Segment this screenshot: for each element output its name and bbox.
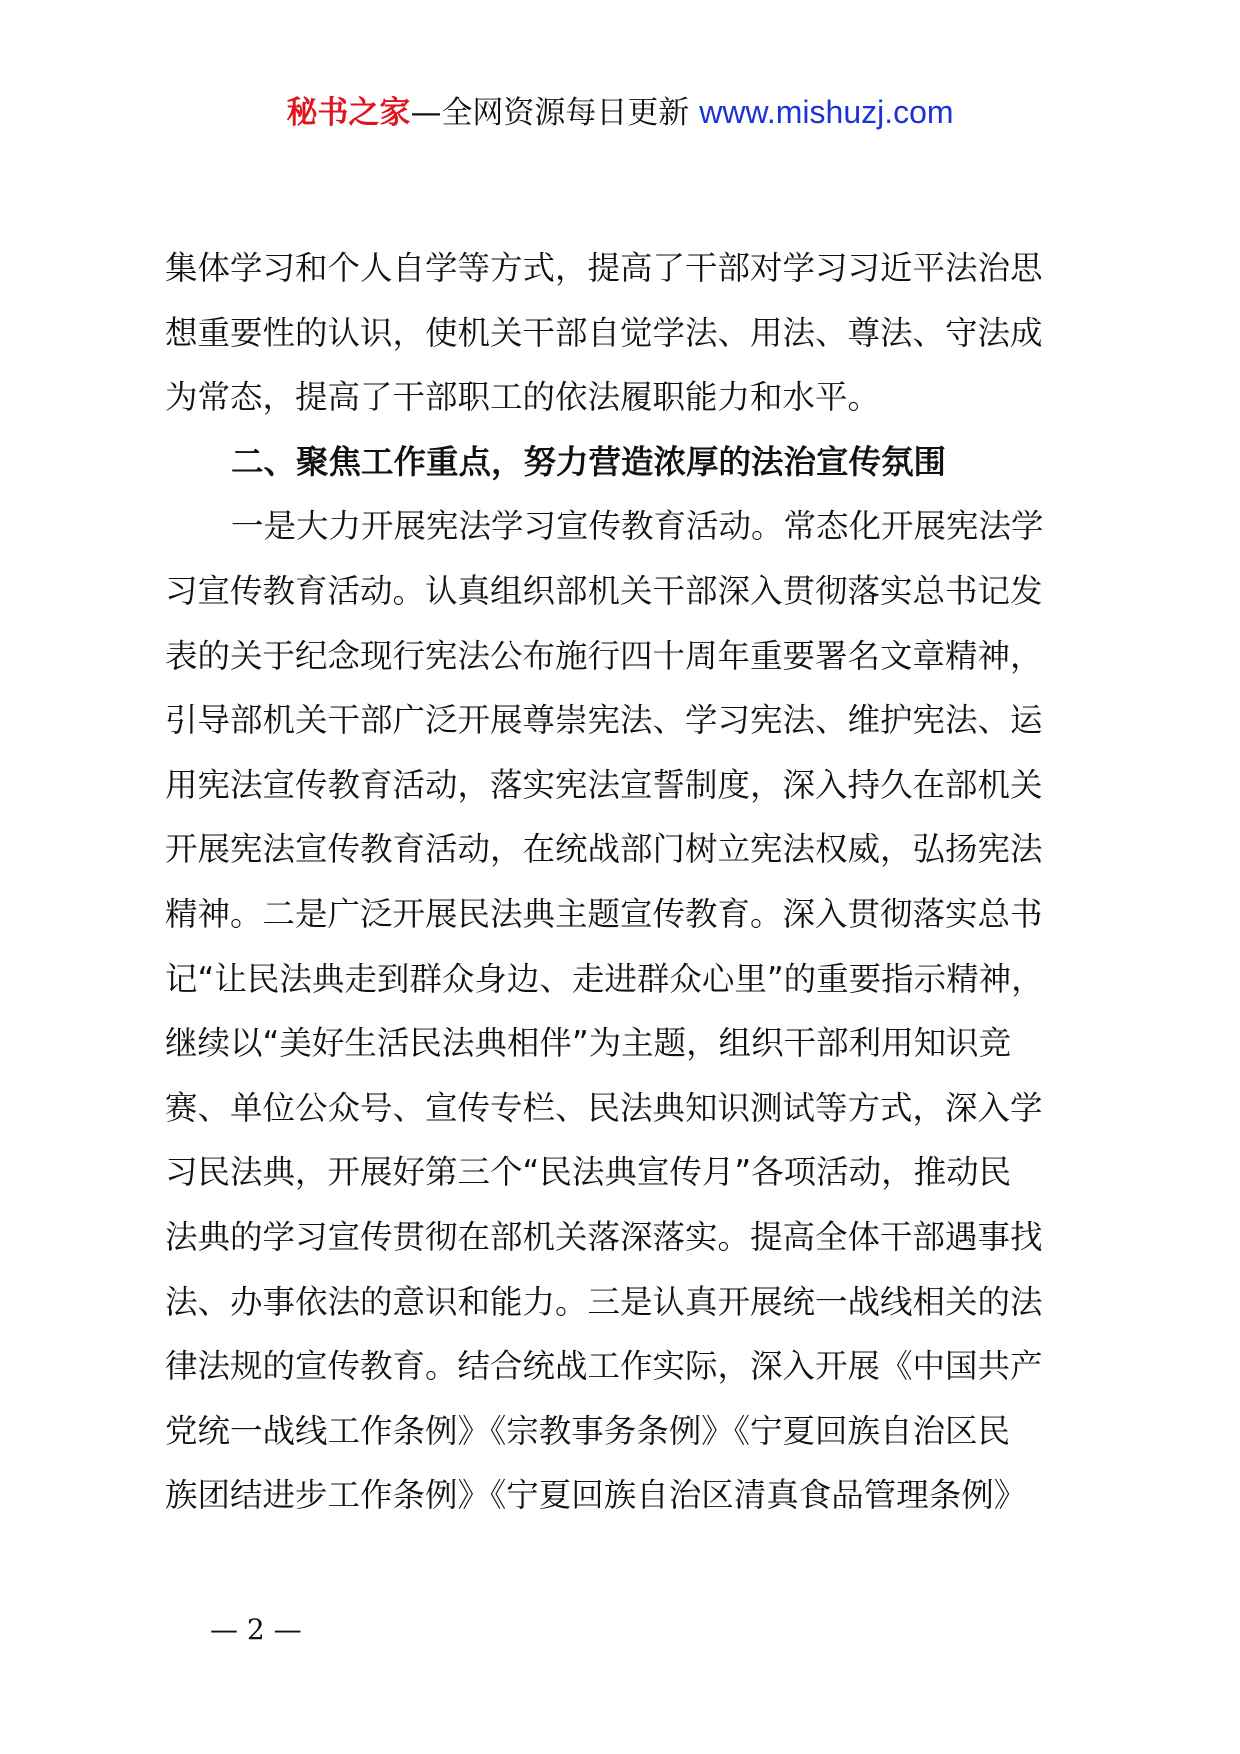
body-line: 表的关于纪念现行宪法公布施行四十周年重要署名文章精神，: [165, 636, 1043, 675]
body-line: 引导部机关干部广泛开展尊崇宪法、学习宪法、维护宪法、运: [165, 701, 1043, 740]
body-line: 法典的学习宣传贯彻在部机关落深落实。提高全体干部遇事找: [165, 1217, 1043, 1256]
body-line: 记“让民法典走到群众身边、走进群众心里”的重要指示精神，: [165, 959, 1044, 998]
body-line: 精神。二是广泛开展民法典主题宣传教育。深入贯彻落实总书: [165, 894, 1043, 933]
body-line: 想重要性的认识，使机关干部自觉学法、用法、尊法、守法成: [165, 313, 1043, 352]
section-heading: 二、聚焦工作重点，努力营造浓厚的法治宣传氛围: [231, 442, 947, 481]
body-line: 用宪法宣传教育活动，落实宪法宣誓制度，深入持久在部机关: [165, 765, 1043, 804]
body-line: 集体学习和个人自学等方式，提高了干部对学习习近平法治思: [165, 249, 1043, 287]
body-line: 党统一战线工作条例》《宗教事务条例》《宁夏回族自治区民: [165, 1411, 1011, 1450]
body-line: 法、办事依法的意识和能力。三是认真开展统一战线相关的法: [165, 1282, 1043, 1321]
body-line: 继续以“美好生活民法典相伴”为主题，组织干部利用知识竞: [165, 1024, 1012, 1063]
body-line: 为常态，提高了干部职工的依法履职能力和水平。: [165, 378, 881, 417]
body-line: 习宣传教育活动。认真组织部机关干部深入贯彻落实总书记发: [165, 571, 1043, 610]
body-line: 律法规的宣传教育。结合统战工作实际，深入开展《中国共产: [165, 1347, 1043, 1386]
page-number: — 2 —: [210, 1613, 302, 1646]
paragraph-first-line: 一是大力开展宪法学习宣传教育活动。常态化开展宪法学: [231, 507, 1044, 546]
body-line: 赛、单位公众号、宣传专栏、民法典知识测试等方式，深入学: [165, 1088, 1043, 1127]
header-tagline: —全网资源每日更新: [410, 95, 690, 131]
body-line: 开展宪法宣传教育活动，在统战部门树立宪法权威，弘扬宪法: [165, 830, 1043, 869]
body-line: 习民法典，开展好第三个“民法典宣传月”各项活动，推动民: [165, 1153, 1012, 1192]
body-line: 族团结进步工作条例》《宁夏回族自治区清真食品管理条例》: [165, 1476, 1027, 1515]
brand-name: 秘书之家: [286, 95, 411, 131]
document-body: [165, 236, 1085, 1528]
watermark-header: [0, 88, 1240, 137]
site-url: www.mishuzj.com: [699, 94, 954, 130]
